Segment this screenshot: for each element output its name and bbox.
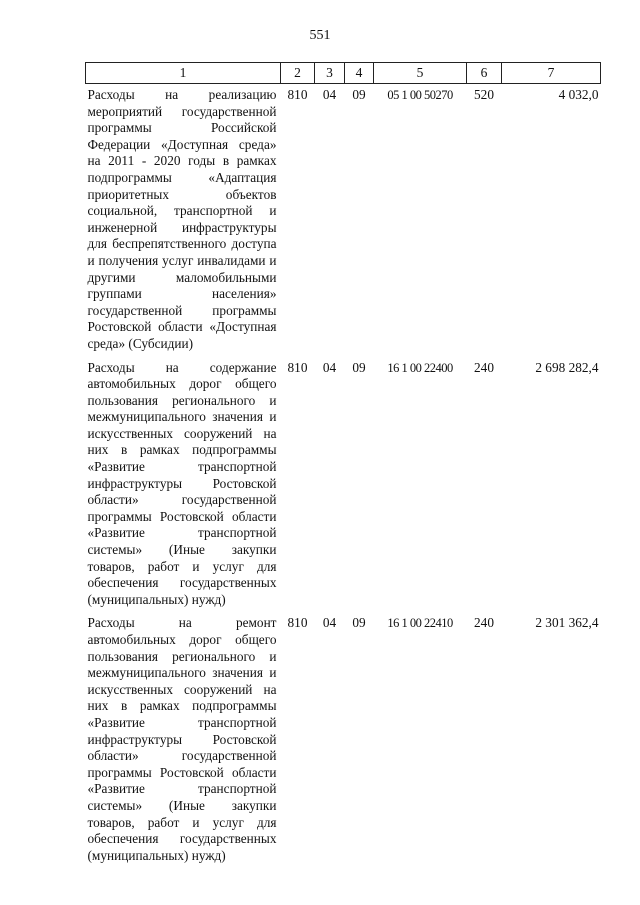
- row-section-code: 04: [322, 87, 337, 102]
- table-row: [86, 84, 601, 357]
- row-amount: 2 301 362,4: [535, 615, 599, 631]
- row-subsection-code: 09: [352, 359, 366, 375]
- row-amount: 4 032,0: [558, 87, 599, 102]
- row-subsection-code: 09: [352, 87, 366, 102]
- row-target-item-code: 16 1 00 22410: [387, 616, 453, 631]
- row-section-code: 04: [322, 359, 337, 375]
- table-body: [86, 84, 601, 869]
- row-expense-type-code: 240: [474, 359, 494, 375]
- header-col-5: 5: [374, 63, 467, 84]
- budget-table: [85, 62, 601, 868]
- header-col-4: 4: [345, 63, 374, 84]
- row-expense-type-code: 240: [474, 615, 494, 631]
- row-amount: 2 698 282,4: [535, 359, 599, 375]
- header-col-1: 1: [86, 63, 281, 84]
- row-description: Расходы на реализацию мероприятий государственной программы Российской Федерации «Доступная среда» на 2011 - 2020 годы в рамках подпрограммы «Адаптация приоритетных объектов социальной, транспортной и инженерной инфраструктуры для беспрепятственного доступа и получения услуг инвалидами и другими маломобильными группами населения» государственной программы Ростовской области «Доступная среда» (Субсидии): [87, 87, 277, 351]
- table-row: [86, 612, 601, 868]
- row-description: Расходы на содержание автомобильных дорог общего пользования регионального и межмуниципального значения и искусственных сооружений на них в рамках подпрограммы «Развитие транспортной инфраструктуры Ростовской области» государственной программы Ростовской области «Развитие транспортной системы» (Иные закупки товаров, работ и услуг для обеспечения государственных (муниципальных) нужд): [87, 359, 277, 607]
- page-number: 551: [309, 28, 331, 43]
- row-expense-type-code: 520: [474, 87, 494, 102]
- header-col-6: 6: [467, 63, 502, 84]
- row-ministry-code: 810: [287, 87, 308, 102]
- row-description: Расходы на ремонт автомобильных дорог общего пользования регионального и межмуниципального значения и искусственных сооружений на них в рамках подпрограммы «Развитие транспортной инфраструктуры Ростовской области» государственной программы Ростовской области «Развитие транспортной системы» (Иные закупки товаров, работ и услуг для обеспечения государственных (муниципальных) нужд): [87, 615, 277, 863]
- table-header: [86, 63, 601, 84]
- row-subsection-code: 09: [352, 615, 366, 631]
- row-target-item-code: 05 1 00 50270: [387, 88, 453, 102]
- table-row: [86, 357, 601, 613]
- row-ministry-code: 810: [287, 615, 308, 631]
- header-row: [86, 63, 601, 84]
- header-col-7: 7: [502, 63, 601, 84]
- header-col-2: 2: [281, 63, 315, 84]
- row-ministry-code: 810: [287, 359, 308, 375]
- row-section-code: 04: [322, 615, 337, 631]
- header-col-3: 3: [315, 63, 345, 84]
- row-target-item-code: 16 1 00 22400: [387, 360, 453, 375]
